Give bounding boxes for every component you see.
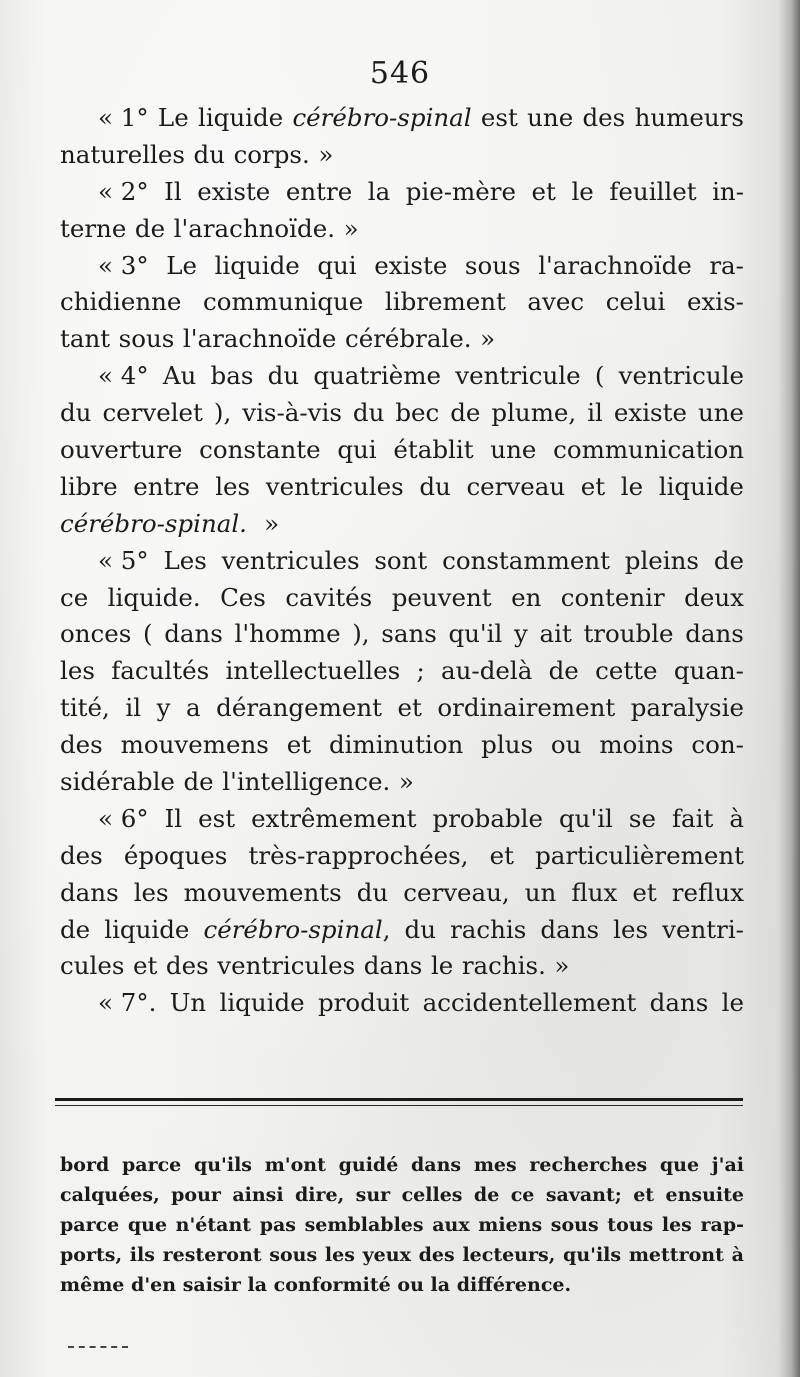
word: dans	[411, 1154, 462, 1176]
word: cérébrale.	[345, 324, 472, 354]
word: corps.	[233, 139, 310, 169]
word: rachis	[450, 914, 527, 944]
word: parce	[60, 1214, 120, 1236]
word: ports,	[60, 1244, 123, 1266]
word: rap-	[700, 1214, 744, 1236]
word: en	[511, 582, 542, 612]
word: celui	[605, 287, 666, 317]
word: des	[60, 840, 103, 870]
word: « 7°.	[98, 988, 157, 1018]
word: Au	[162, 361, 197, 391]
word: onces	[60, 619, 132, 649]
word: qui	[317, 250, 357, 280]
word: le	[430, 951, 454, 981]
word: la	[430, 1274, 451, 1296]
word: la	[367, 176, 391, 206]
word: liquide	[104, 914, 190, 944]
word: a	[185, 693, 201, 723]
body-line	[60, 469, 744, 506]
word: liquide	[219, 988, 305, 1018]
word: sont	[374, 545, 428, 575]
body-line	[60, 211, 744, 248]
page-number: 546	[369, 56, 431, 91]
word: qu'ils	[563, 1244, 622, 1266]
word: sur	[355, 1184, 391, 1206]
word: terne	[60, 213, 127, 243]
body-line	[60, 985, 744, 1022]
word: calquées,	[60, 1184, 160, 1206]
word: deux	[684, 582, 744, 612]
word: ventricule	[455, 361, 581, 391]
word: de	[60, 914, 91, 944]
word: contenir	[560, 582, 665, 612]
word: sous	[269, 1244, 318, 1266]
word: « 6°	[98, 803, 149, 833]
word: les	[324, 1244, 355, 1266]
word: »	[318, 139, 334, 169]
word: tant	[60, 324, 111, 354]
word: Un	[169, 988, 207, 1018]
word: du	[60, 398, 92, 428]
word: mouvements	[183, 877, 342, 907]
word: ils	[129, 1244, 155, 1266]
word: et	[489, 840, 514, 870]
word: et	[633, 1184, 655, 1206]
word: ),	[213, 398, 232, 428]
bottom-dashed-mark	[68, 1346, 128, 1348]
word: de	[713, 545, 744, 575]
word: des	[165, 951, 209, 981]
word: vis-à-vis	[242, 398, 342, 428]
word: ;	[416, 656, 425, 686]
word: tous	[607, 1214, 654, 1236]
word: diminution	[328, 730, 464, 760]
word: est	[480, 103, 518, 132]
word: cérébro-spinal,	[203, 914, 391, 944]
word: « 1°	[98, 103, 149, 132]
word: différence.	[456, 1274, 572, 1296]
word: dans	[164, 619, 223, 649]
word: extrêmement	[251, 803, 417, 833]
body-line	[60, 432, 744, 469]
word: »	[264, 508, 280, 538]
word: il	[587, 398, 603, 428]
footnote-line	[60, 1240, 744, 1270]
word: même	[60, 1274, 125, 1296]
word: saisir	[182, 1274, 241, 1296]
word: librement	[384, 287, 506, 317]
word: mouvemens	[120, 730, 269, 760]
word: facultés	[111, 656, 210, 686]
word: exis-	[686, 287, 744, 317]
word: cérébro-spinal	[292, 103, 472, 132]
word: communication	[553, 435, 744, 465]
word: Le	[166, 250, 197, 280]
word: tité,	[60, 693, 110, 723]
word: des	[582, 103, 626, 132]
body-line	[60, 137, 744, 174]
word: le	[571, 176, 594, 206]
word: »	[554, 951, 570, 981]
footnote-line	[60, 1210, 744, 1240]
word: libre	[60, 471, 118, 501]
footnote-text	[60, 1150, 744, 1300]
word: ce	[60, 582, 89, 612]
word: moins	[599, 730, 674, 760]
word: il	[125, 693, 142, 723]
word: n'étant	[175, 1214, 252, 1236]
word: plus	[481, 730, 534, 760]
word: ou	[397, 1274, 424, 1296]
word: (	[142, 619, 153, 649]
word: dérangement	[216, 693, 382, 723]
word: bord	[60, 1154, 110, 1176]
word: bec	[395, 398, 440, 428]
body-line	[60, 506, 744, 543]
word: et	[132, 951, 158, 981]
word: de	[548, 656, 579, 686]
word: dans	[685, 619, 744, 649]
word: « 4°	[98, 361, 149, 391]
word: l'arachnoïde	[182, 324, 337, 354]
word: la	[247, 1274, 268, 1296]
word: sidérable	[60, 767, 175, 797]
main-text	[60, 100, 744, 1022]
word: ventricules	[221, 545, 360, 575]
word: existe	[613, 398, 687, 428]
word: pour	[171, 1184, 221, 1206]
word: probable	[432, 803, 543, 833]
word: les	[60, 656, 95, 686]
word: une	[527, 103, 574, 132]
word: rachis.	[461, 951, 546, 981]
word: le	[721, 988, 744, 1018]
word: in-	[712, 176, 744, 206]
body-line	[60, 912, 744, 949]
word: mettront	[628, 1244, 724, 1266]
word: Le	[157, 103, 189, 132]
word: l'intelligence.	[222, 767, 391, 797]
word: un	[524, 877, 557, 907]
word: produit	[317, 988, 410, 1018]
word: et	[632, 877, 657, 907]
word: pleins	[624, 545, 699, 575]
word: ventri-	[662, 914, 744, 944]
footnote-separator-thin-rule	[55, 1105, 743, 1106]
body-line	[60, 875, 744, 912]
word: du	[352, 398, 385, 428]
word: Les	[163, 545, 207, 575]
word: établit	[393, 435, 474, 465]
body-line	[60, 727, 744, 764]
word: savant;	[545, 1184, 622, 1206]
word: ordinairement	[437, 693, 616, 723]
word: les	[613, 914, 649, 944]
word: que	[127, 1214, 168, 1236]
word: du	[419, 471, 451, 501]
word: dans	[649, 988, 709, 1018]
word: aux	[432, 1214, 470, 1236]
word: intellectuelles	[225, 656, 401, 686]
word: de	[450, 398, 481, 428]
word: de	[473, 1184, 500, 1206]
word: le	[620, 471, 644, 501]
word: des	[418, 1244, 455, 1266]
word: constamment	[442, 545, 610, 575]
body-line	[60, 284, 744, 321]
page-edge-shadow	[778, 0, 800, 1377]
word: sous	[464, 250, 521, 280]
word: sous	[550, 1214, 599, 1236]
word: l'arachnoïde.	[173, 213, 335, 243]
word: les	[215, 471, 251, 501]
word: guidé	[338, 1154, 399, 1176]
word: sans	[381, 619, 437, 649]
word: l'arachnoïde	[538, 250, 692, 280]
word: dans	[363, 951, 423, 981]
word: et	[397, 693, 422, 723]
word: cérébro-spinal.	[60, 508, 247, 538]
word: « 2°	[98, 176, 149, 206]
word: ),	[352, 619, 370, 649]
word: semblables	[304, 1214, 424, 1236]
word: et	[531, 176, 556, 206]
word: avec	[527, 287, 585, 317]
body-line	[60, 948, 744, 985]
word: ce	[510, 1184, 535, 1206]
word: ventricules	[265, 471, 404, 501]
word: parce	[121, 1154, 182, 1176]
word: cules	[60, 951, 125, 981]
body-line	[60, 248, 744, 285]
word: cervelet	[102, 398, 203, 428]
body-line	[60, 580, 744, 617]
word: une	[697, 398, 744, 428]
word: sous	[118, 324, 175, 354]
word: de	[183, 767, 214, 797]
word: paralysie	[630, 693, 744, 723]
word: humeurs	[634, 103, 744, 132]
word: ou	[550, 730, 582, 760]
word: (	[594, 361, 605, 391]
word: ensuite	[665, 1184, 744, 1206]
word: « 3°	[98, 250, 149, 280]
word: du	[267, 361, 300, 391]
word: ainsi	[232, 1184, 284, 1206]
word: liquide	[658, 471, 744, 501]
word: d'en	[131, 1274, 177, 1296]
word: resteront	[162, 1244, 262, 1266]
word: existe	[197, 176, 271, 206]
word: les	[133, 877, 169, 907]
body-line	[60, 653, 744, 690]
word: à	[731, 1244, 744, 1266]
word: ventricules	[217, 951, 356, 981]
body-line	[60, 801, 744, 838]
word: m'ont	[264, 1154, 326, 1176]
word: communique	[203, 287, 364, 317]
word: mes	[473, 1154, 517, 1176]
word: une	[490, 435, 537, 465]
word: qu'il	[559, 803, 613, 833]
word: et	[580, 471, 606, 501]
word: qu'il	[448, 619, 503, 649]
word: cavités	[285, 582, 373, 612]
word: Il	[164, 176, 182, 206]
word: du	[404, 914, 437, 944]
word: ouverture	[60, 435, 183, 465]
word: cette	[595, 656, 658, 686]
word: époques	[123, 840, 228, 870]
word: très-rapprochées,	[248, 840, 469, 870]
word: que	[659, 1154, 700, 1176]
word: est	[198, 803, 236, 833]
word: miens	[478, 1214, 543, 1236]
word: reflux	[671, 877, 744, 907]
word: dans	[60, 877, 119, 907]
word: à	[729, 803, 744, 833]
word: »	[343, 213, 359, 243]
footnote-line	[60, 1150, 744, 1180]
word: »	[398, 767, 414, 797]
word: Il	[164, 803, 183, 833]
word: plume,	[491, 398, 577, 428]
word: se	[628, 803, 656, 833]
word: liquide	[214, 250, 300, 280]
footnote-line	[60, 1270, 744, 1300]
word: de	[134, 213, 166, 243]
word: lecteurs,	[462, 1244, 556, 1266]
word: liquide	[198, 103, 284, 132]
word: ventricule	[618, 361, 744, 391]
word: quatrième	[313, 361, 442, 391]
word: du	[193, 139, 225, 169]
footnote-line	[60, 1180, 744, 1210]
word: accidentellement	[422, 988, 637, 1018]
body-line	[60, 838, 744, 875]
word: existe	[374, 250, 448, 280]
word: particulièrement	[535, 840, 744, 870]
word: con-	[691, 730, 744, 760]
body-line	[60, 321, 744, 358]
word: au-delà	[441, 656, 533, 686]
word: y	[156, 693, 171, 723]
word: constante	[199, 435, 321, 465]
body-line	[60, 174, 744, 211]
word: recherches	[529, 1154, 648, 1176]
body-line	[60, 764, 744, 801]
word: dans	[540, 914, 600, 944]
word: feuillet	[609, 176, 697, 206]
word: naturelles	[60, 139, 185, 169]
word: fait	[671, 803, 714, 833]
word: Ces	[220, 582, 266, 612]
body-line	[60, 100, 744, 137]
word: flux	[571, 877, 618, 907]
word: qu'ils	[193, 1154, 252, 1176]
word: et	[286, 730, 312, 760]
word: ra-	[709, 250, 744, 280]
word: ait	[539, 619, 572, 649]
word: j'ai	[711, 1154, 744, 1176]
word: l'homme	[234, 619, 341, 649]
word: des	[60, 730, 103, 760]
word: liquide.	[107, 582, 201, 612]
word: quan-	[673, 656, 744, 686]
body-line	[60, 395, 744, 432]
word: peuvent	[391, 582, 492, 612]
body-line	[60, 616, 744, 653]
word: « 5°	[98, 545, 149, 575]
word: du	[356, 877, 389, 907]
word: pie-mère	[405, 176, 516, 206]
word: cerveau,	[403, 877, 510, 907]
footnote-separator-rule	[55, 1098, 743, 1101]
body-line	[60, 358, 744, 395]
word: »	[480, 324, 496, 354]
word: les	[661, 1214, 692, 1236]
body-line	[60, 690, 744, 727]
word: y	[514, 619, 528, 649]
word: conformité	[273, 1274, 391, 1296]
word: dire,	[295, 1184, 345, 1206]
body-line	[60, 543, 744, 580]
word: trouble	[583, 619, 674, 649]
word: cerveau	[466, 471, 566, 501]
word: yeux	[362, 1244, 411, 1266]
word: entre	[285, 176, 353, 206]
word: qui	[337, 435, 377, 465]
word: entre	[133, 471, 200, 501]
word: celles	[401, 1184, 463, 1206]
word: chidienne	[60, 287, 182, 317]
word: bas	[210, 361, 254, 391]
word: pas	[259, 1214, 296, 1236]
